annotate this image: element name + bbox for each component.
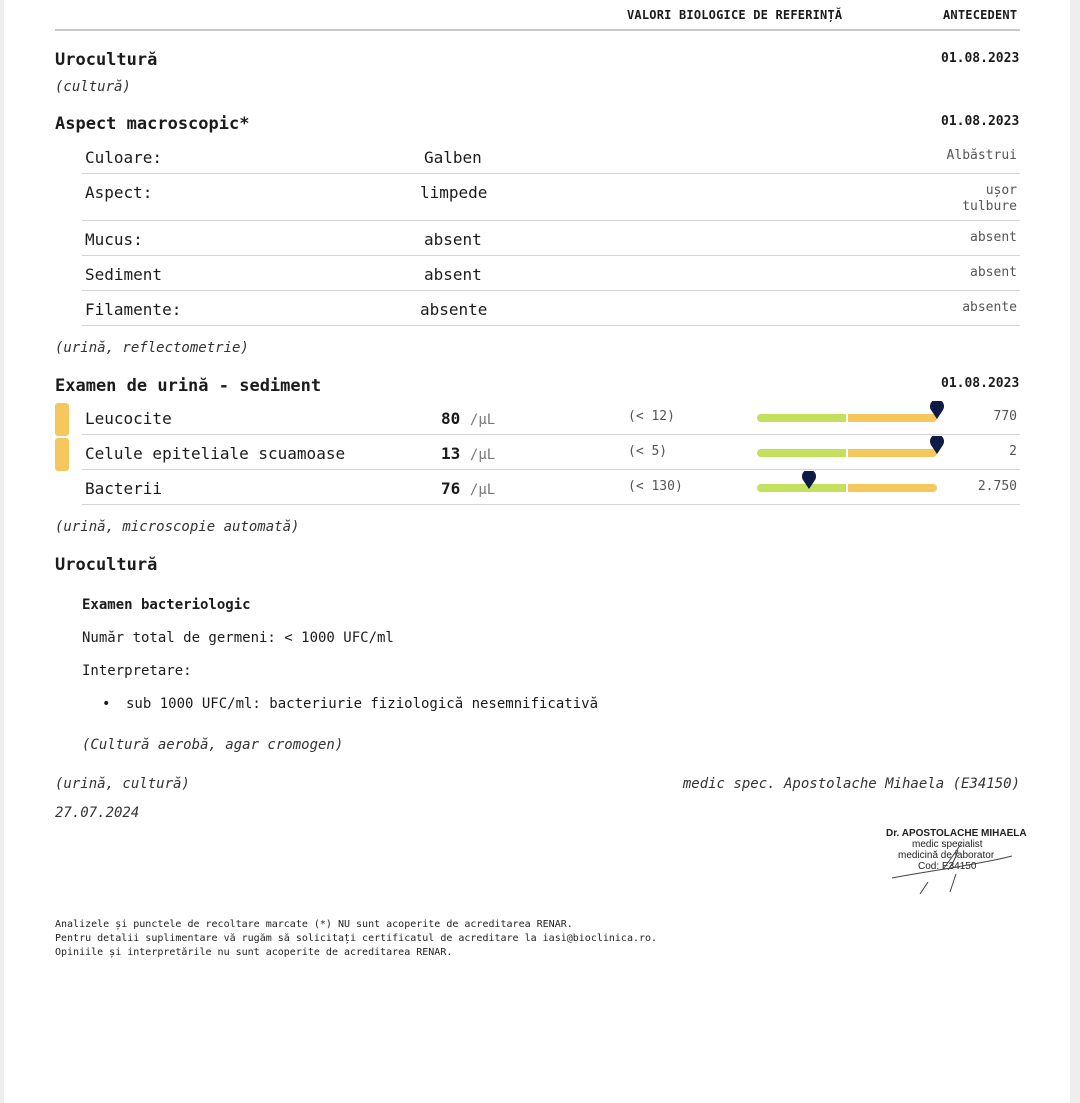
- handwritten-signature-icon: [884, 820, 1034, 900]
- antecedent-column-header: ANTECEDENT: [943, 8, 1018, 22]
- row-unit: /µL: [469, 412, 496, 428]
- row-label: Sediment: [85, 265, 163, 284]
- row-divider: [82, 325, 1020, 326]
- stamp-code: Cod: E34150: [918, 861, 977, 872]
- section-date: 01.08.2023: [941, 114, 1020, 129]
- report-date: 27.07.2024: [55, 805, 140, 821]
- bullet-icon: •: [102, 696, 111, 712]
- row-value: 13 /µL: [441, 444, 496, 463]
- section-date: 01.08.2023: [941, 376, 1020, 391]
- row-antecedent-cont: tulbure: [962, 199, 1017, 214]
- row-antecedent: ușor: [985, 183, 1017, 198]
- subsection-title: Examen bacteriologic: [82, 597, 251, 613]
- row-reference: (< 130): [628, 479, 683, 494]
- section-title-sediment: Examen de urină - sediment: [55, 376, 322, 396]
- value-marker-icon: [802, 471, 816, 489]
- row-antecedent: 770: [993, 409, 1017, 424]
- header-divider: [55, 29, 1020, 31]
- row-value: absent: [424, 230, 482, 249]
- range-bar-normal: [757, 449, 846, 457]
- method-note: (urină, reflectometrie): [55, 340, 249, 356]
- doctor-signature-text: medic spec. Apostolache Mihaela (E34150): [682, 776, 1020, 792]
- row-label: Filamente:: [85, 300, 182, 319]
- method-note: (urină, cultură): [55, 776, 190, 792]
- range-bar-high: [848, 449, 937, 457]
- row-divider: [82, 173, 1020, 174]
- row-value: Galben: [424, 148, 482, 167]
- reference-column-header: VALORI BIOLOGICE DE REFERINȚĂ: [627, 8, 843, 22]
- row-value: absent: [424, 265, 482, 284]
- row-antecedent: absent: [970, 265, 1017, 280]
- row-label: Mucus:: [85, 230, 143, 249]
- interpretation-label: Interpretare:: [82, 663, 192, 679]
- range-bar-normal: [757, 414, 846, 422]
- row-antecedent: absente: [962, 300, 1017, 315]
- row-divider: [82, 469, 1020, 470]
- abnormal-flag: [55, 403, 69, 436]
- row-antecedent: 2.750: [977, 479, 1017, 494]
- row-reference: (< 12): [628, 409, 675, 424]
- row-label: Leucocite: [85, 409, 172, 428]
- stamp-name: Dr. APOSTOLACHE MIHAELA: [886, 828, 1027, 839]
- germ-count: Număr total de germeni: < 1000 UFC/ml: [82, 630, 394, 646]
- section-title-urocultura: Urocultură: [55, 50, 158, 70]
- stamp-title: medic specialist: [912, 839, 983, 850]
- section-date: 01.08.2023: [941, 51, 1020, 66]
- method-note: (urină, microscopie automată): [55, 519, 300, 535]
- row-label: Culoare:: [85, 148, 163, 167]
- abnormal-flag: [55, 438, 69, 471]
- row-divider: [82, 255, 1020, 256]
- row-label: Aspect:: [85, 183, 153, 202]
- row-value: absente: [420, 300, 488, 319]
- row-value: 80 /µL: [441, 409, 496, 428]
- row-antecedent: 2: [1009, 444, 1017, 459]
- method-note: (cultură): [55, 79, 131, 95]
- footer-line: Opiniile și interpretările nu sunt acoperite de acreditarea RENAR.: [55, 947, 453, 958]
- row-reference: (< 5): [628, 444, 668, 459]
- value-marker-icon: [930, 436, 944, 454]
- row-unit: /µL: [469, 447, 496, 463]
- section-title-aspect: Aspect macroscopic*: [55, 114, 250, 134]
- report-page: [4, 0, 1070, 1103]
- interpretation-item: sub 1000 UFC/ml: bacteriurie fiziologică nesemnificativă: [126, 696, 599, 712]
- row-label: Celule epiteliale scuamoase: [85, 444, 346, 463]
- row-unit: /µL: [469, 482, 496, 498]
- row-antecedent: Albăstrui: [946, 148, 1017, 163]
- range-bar-high: [848, 484, 937, 492]
- row-antecedent: absent: [970, 230, 1017, 245]
- row-divider: [82, 434, 1020, 435]
- row-value: limpede: [420, 183, 488, 202]
- stamp-specialty: medicină de laborator: [898, 850, 995, 861]
- method-note: (Cultură aerobă, agar cromogen): [82, 737, 344, 753]
- row-divider: [82, 504, 1020, 505]
- footer-line: Analizele și punctele de recoltare marcate (*) NU sunt acoperite de acreditarea RENAR.: [55, 919, 573, 930]
- row-label: Bacterii: [85, 479, 163, 498]
- footer-line: Pentru detalii suplimentare vă rugăm să solicitați certificatul de acreditare la iasi@bioclinica.ro.: [55, 933, 658, 944]
- row-divider: [82, 220, 1020, 221]
- section-title-urocultura-result: Urocultură: [55, 555, 158, 575]
- value-marker-icon: [930, 401, 944, 419]
- row-divider: [82, 290, 1020, 291]
- row-value: 76 /µL: [441, 479, 496, 498]
- range-bar-high: [848, 414, 937, 422]
